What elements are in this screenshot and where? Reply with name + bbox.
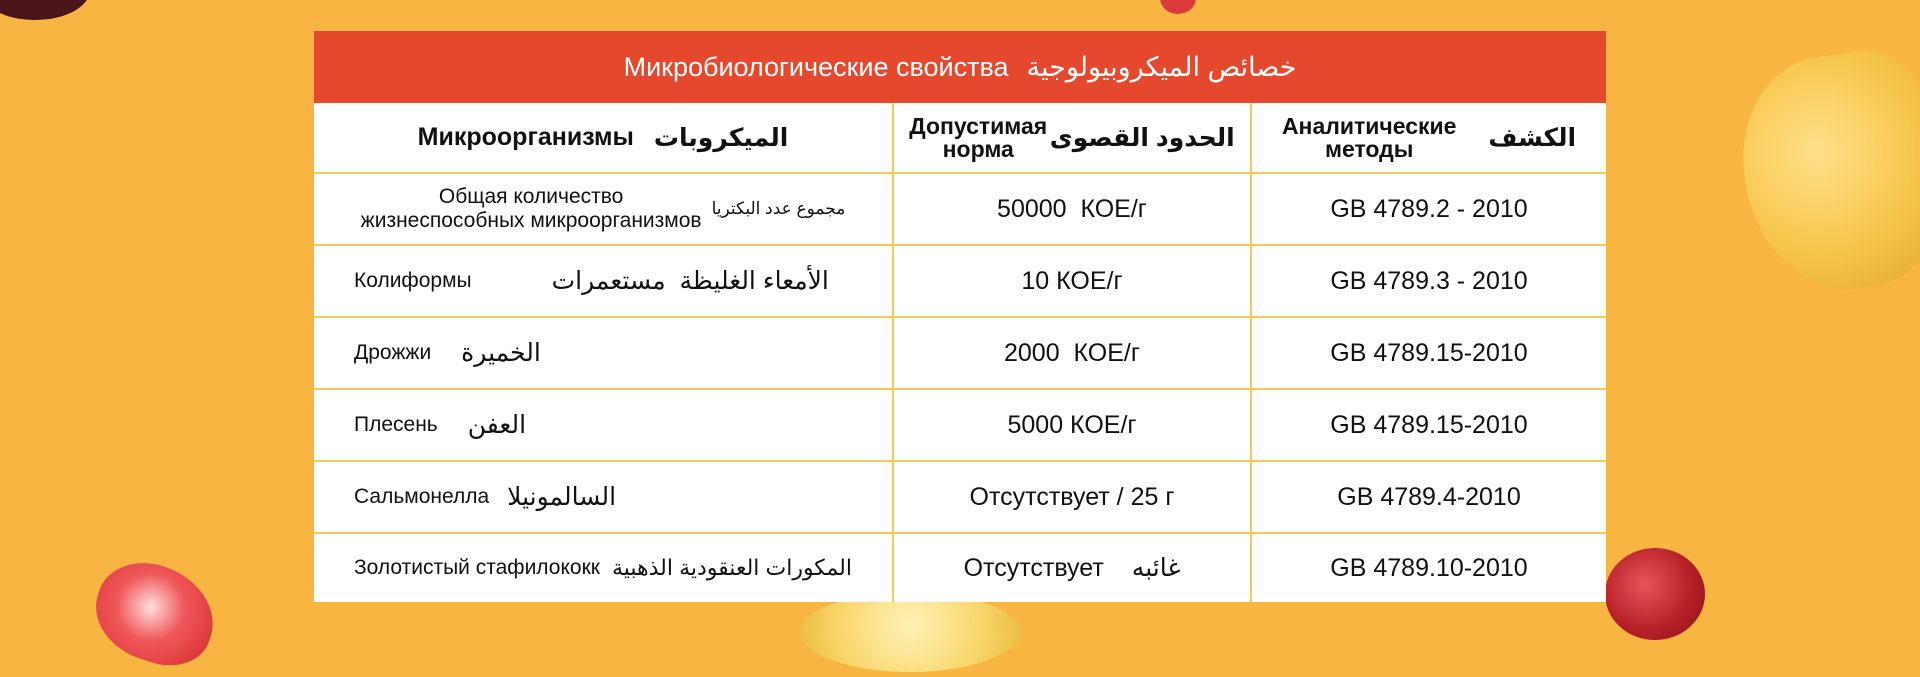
dried-fruit-decoration (800, 592, 1020, 672)
table-row (314, 316, 1606, 388)
column-header-methods: Аналитические методы الكشف (1250, 103, 1606, 172)
table-row (314, 172, 1606, 244)
microorganism-name: Дрожжи الخميرة (354, 339, 541, 367)
limit-value: Отсутствует غائبه (892, 534, 1250, 602)
method-value: GB 4789.3 - 2010 (1250, 246, 1606, 316)
dried-fruit-decoration (0, 0, 90, 20)
microbiology-table (314, 31, 1606, 602)
table-title-ru: Микробиологические свойства (623, 51, 1009, 82)
table-title (314, 31, 1606, 103)
strawberry-slice-decoration (83, 550, 226, 677)
dried-mango-decoration (1730, 43, 1920, 302)
column-header-microorganisms: Микроорганизмы الميكروبات (417, 123, 789, 152)
raspberry-decoration (1160, 0, 1196, 14)
limit-value: 50000 КОЕ/г (892, 174, 1250, 244)
table-row (314, 532, 1606, 602)
limit-value: 2000 КОЕ/г (892, 318, 1250, 388)
microorganism-name: Сальмонелла السالمونيلا (354, 483, 617, 511)
column-header-row (314, 103, 1606, 172)
microorganism-name: Колиформы الأمعاء الغليظة مستعمرات (354, 267, 829, 295)
method-value: GB 4789.15-2010 (1250, 390, 1606, 460)
microorganism-name: Плесень العفن (354, 411, 527, 439)
method-value: GB 4789.4-2010 (1250, 462, 1606, 532)
method-value: GB 4789.15-2010 (1250, 318, 1606, 388)
microorganism-name: Золотистый стафилококк المكورات العنقودية الذهبية (354, 555, 852, 580)
table-row (314, 388, 1606, 460)
table-row (314, 460, 1606, 532)
limit-value: 10 КОЕ/г (892, 246, 1250, 316)
method-value: GB 4789.2 - 2010 (1250, 174, 1606, 244)
limit-value: Отсутствует / 25 г (892, 462, 1250, 532)
table-row (314, 244, 1606, 316)
raspberry-decoration (1605, 548, 1705, 640)
limit-value: 5000 КОЕ/г (892, 390, 1250, 460)
table-title-ar: خصائص الميكروبيولوجية (1026, 51, 1297, 82)
microorganism-name: Общая количество жизнеспособных микроорганизмов مجموع عدد البكتريا (360, 184, 846, 232)
method-value: GB 4789.10-2010 (1250, 534, 1606, 602)
column-header-limit: Допустимая норма الحدود القصوى (892, 103, 1250, 172)
